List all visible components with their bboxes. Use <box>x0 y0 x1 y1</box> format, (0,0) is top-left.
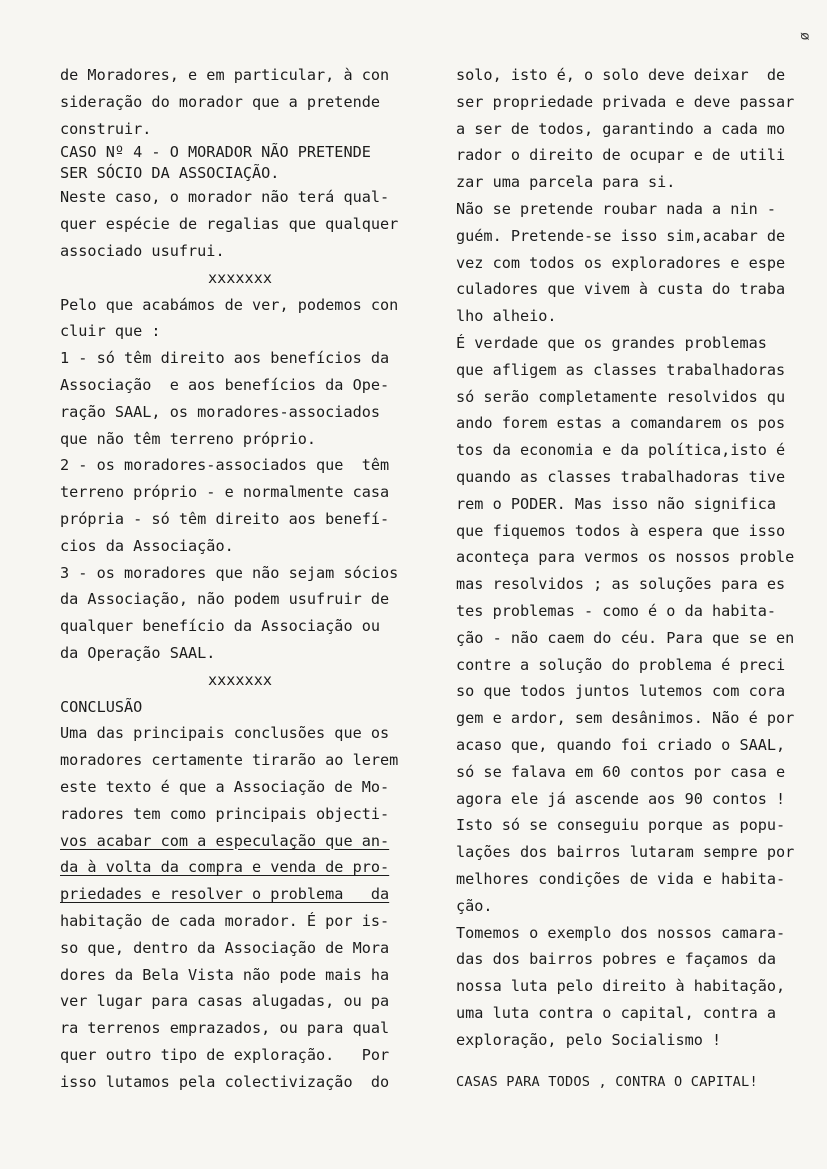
list-item-line: que não têm terreno próprio. <box>60 429 317 448</box>
text-line: mas resolvidos ; as soluções para es <box>456 575 786 594</box>
text-line: Neste caso, o morador não terá qual- <box>60 188 390 207</box>
list-item-line: 3 - os moradores que não sejam sócios <box>60 563 399 582</box>
list-item-line: cios da Associação. <box>60 536 234 555</box>
text-line: exploração, pelo Socialismo ! <box>456 1030 722 1049</box>
text-line: contre a solução do problema é preci <box>456 655 786 674</box>
list-item-line: terreno próprio - e normalmente casa <box>60 483 390 502</box>
text-line: ção. <box>456 896 493 915</box>
text-line: guém. Pretende-se isso sim,acabar de <box>456 226 786 245</box>
text-line: Uma das principais conclusões que os <box>60 724 390 743</box>
text-line: Isto só se conseguiu porque as popu- <box>456 816 786 835</box>
text-line: que afligem as classes trabalhadoras <box>456 360 786 379</box>
underlined-text-line: da à volta da compra e venda de pro- <box>60 858 390 877</box>
text-line: lações dos bairros lutaram sempre por <box>456 843 795 862</box>
text-line: ando forem estas a comandarem os pos <box>456 414 786 433</box>
text-line: rem o PODER. Mas isso não significa <box>456 494 777 513</box>
text-line: quer espécie de regalias que qualquer <box>60 215 399 234</box>
section-separator: xxxxxxx <box>207 268 272 287</box>
list-item-line: própria - só têm direito aos benefí- <box>60 509 390 528</box>
text-line: a ser de todos, garantindo a cada mo <box>456 119 786 138</box>
text-line: ver lugar para casas alugadas, ou pa <box>60 992 390 1011</box>
text-line: ser propriedade privada e deve passar <box>456 92 795 111</box>
text-line: melhores condições de vida e habita- <box>456 869 786 888</box>
text-line: isso lutamos pela colectivização do <box>60 1072 390 1091</box>
text-line: tos da economia e da política,isto é <box>456 441 786 460</box>
text-line: radores tem como principais objecti- <box>60 804 390 823</box>
text-line: acaso que, quando foi criado o SAAL, <box>456 735 786 754</box>
text-line: moradores certamente tirarão ao lerem <box>60 751 399 770</box>
text-line: dores da Bela Vista não pode mais ha <box>60 965 390 984</box>
corner-mark: ᴓ <box>800 28 809 44</box>
text-line: so que, dentro da Associação de Mora <box>60 938 390 957</box>
list-item-line: ração SAAL, os moradores-associados <box>60 402 381 421</box>
underlined-text-line: priedades e resolver o problema da <box>60 885 390 904</box>
text-line: das dos bairros pobres e façamos da <box>456 950 777 969</box>
text-line: É verdade que os grandes problemas <box>456 333 767 352</box>
text-line: habitação de cada morador. É por is- <box>60 911 390 930</box>
text-line: construir. <box>60 119 152 138</box>
list-item-line: da Operação SAAL. <box>60 643 216 662</box>
list-item-line: qualquer benefício da Associação ou <box>60 617 381 636</box>
text-line: Tomemos o exemplo dos nossos camara- <box>456 923 786 942</box>
text-line: que fiquemos todos à espera que isso <box>456 521 786 540</box>
text-line: quer outro tipo de exploração. Por <box>60 1045 390 1064</box>
text-line: sideração do morador que a pretende <box>60 92 381 111</box>
text-line: gem e ardor, sem desânimos. Não é por <box>456 709 795 728</box>
spacer <box>456 1053 818 1069</box>
section-separator: xxxxxxx <box>207 670 272 689</box>
bleed-through-ghost-text <box>470 30 790 60</box>
text-line: rador o direito de ocupar e de utili <box>456 146 786 165</box>
text-line: so que todos juntos lutemos com cora <box>456 682 786 701</box>
list-item-line: 1 - só têm direito aos benefícios da <box>60 349 390 368</box>
text-line: ra terrenos emprazados, ou para qual <box>60 1019 390 1038</box>
text-line: tes problemas - como é o da habita- <box>456 601 777 620</box>
case-heading-line: CASO Nº 4 - O MORADOR NÃO PRETENDE <box>60 143 371 162</box>
text-line: culadores que vivem à custa do traba <box>456 280 786 299</box>
text-line: nossa luta pelo direito à habitação, <box>456 977 786 996</box>
text-line: aconteça para vermos os nossos proble <box>456 548 795 567</box>
text-line: só se falava em 60 contos por casa e <box>456 762 786 781</box>
text-line: Pelo que acabámos de ver, podemos con <box>60 295 399 314</box>
underlined-text-line: vos acabar com a especulação que an- <box>60 831 390 850</box>
text-line: solo, isto é, o solo deve deixar de <box>456 66 786 84</box>
text-line: associado usufrui. <box>60 241 225 260</box>
list-item-line: Associação e aos benefícios da Ope- <box>60 375 390 394</box>
text-line: este texto é que a Associação de Mo- <box>60 777 390 796</box>
text-line: de Moradores, e em particular, à con <box>60 66 390 84</box>
left-text-column <box>60 62 420 1095</box>
text-line: lho alheio. <box>456 307 557 326</box>
text-line: Não se pretende roubar nada a nin - <box>456 199 777 218</box>
case-heading-line: SER SÓCIO DA ASSOCIAÇÃO. <box>60 164 280 183</box>
text-line: cluir que : <box>60 322 161 341</box>
text-line: uma luta contra o capital, contra a <box>456 1003 777 1022</box>
conclusion-heading: CONCLUSÃO <box>60 697 143 716</box>
list-item-line: 2 - os moradores-associados que têm <box>60 456 390 475</box>
text-line: ção - não caem do céu. Para que se en <box>456 628 795 647</box>
text-line: quando as classes trabalhadoras tive <box>456 467 786 486</box>
text-line: zar uma parcela para si. <box>456 173 676 192</box>
slogan-line: CASAS PARA TODOS , CONTRA O CAPITAL! <box>456 1074 758 1091</box>
text-line: vez com todos os exploradores e espe <box>456 253 786 272</box>
text-line: agora ele já ascende aos 90 contos ! <box>456 789 786 808</box>
list-item-line: da Associação, não podem usufruir de <box>60 590 390 609</box>
right-text-column <box>456 62 818 1096</box>
text-line: só serão completamente resolvidos qu <box>456 387 786 406</box>
